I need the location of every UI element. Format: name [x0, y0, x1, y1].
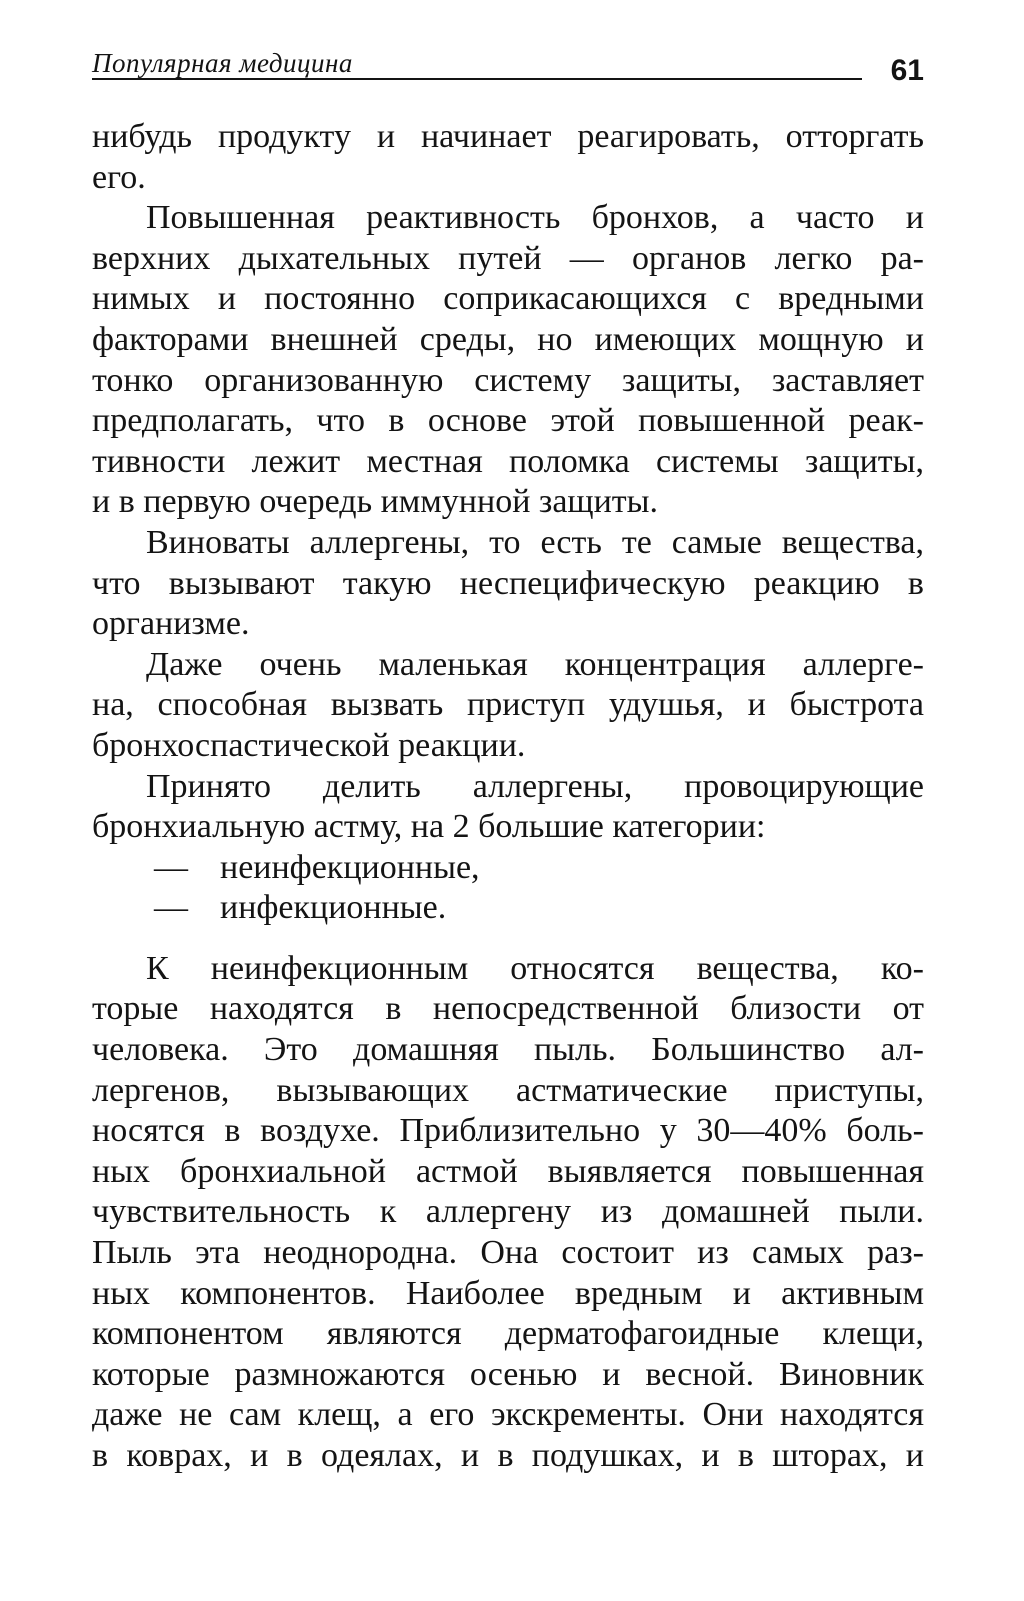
running-header — [92, 44, 924, 92]
list-item — [92, 848, 924, 889]
text-line: Пыль эта неоднородна. Она состоит из самых раз- — [92, 1234, 924, 1272]
paragraph-1 — [92, 117, 924, 198]
text-line: нимых и постоянно соприкасающихся с вредными — [92, 280, 924, 318]
text-line: К неинфекционным относятся вещества, ко- — [146, 949, 924, 987]
text-line: в коврах, и в одеялах, и в подушках, и в шторах, и — [92, 1437, 924, 1474]
running-title: Популярная медицина — [92, 48, 353, 78]
text-line: верхних дыхательных путей — органов легко ра- — [92, 239, 924, 277]
list-dash: — — [154, 848, 188, 886]
text-line: факторами внешней среды, но имеющих мощную и — [92, 320, 924, 358]
text-line: компонентом являются дерматофагоидные клещи, — [92, 1315, 924, 1353]
text-line: и в первую очередь иммунной защиты. — [92, 483, 658, 521]
paragraph-3 — [92, 523, 924, 645]
text-line: которые размножаются осенью и весной. Виновник — [92, 1355, 924, 1393]
text-line: человека. Это домашняя пыль. Большинство ал- — [92, 1031, 924, 1069]
category-list — [92, 848, 924, 929]
text-line: на, способная вызвать приступ удушья, и быстрота — [92, 686, 924, 724]
text-line: ных компонентов. Наиболее вредным и активным — [92, 1274, 924, 1312]
list-item — [92, 888, 924, 929]
paragraph-5 — [92, 767, 924, 848]
text-line: Виноваты аллергены, то есть те самые вещества, — [146, 523, 924, 561]
text-line: организме. — [92, 605, 250, 643]
paragraph-4 — [92, 645, 924, 767]
text-line: ных бронхиальной астмой выявляется повышенная — [92, 1152, 924, 1190]
text-line: нибудь продукту и начинает реагировать, отторгать — [92, 118, 924, 155]
text-line: бронхоспастической реакции. — [92, 726, 526, 764]
list-item-text: неинфекционные, — [220, 848, 480, 886]
text-line: его. — [92, 158, 146, 196]
list-item-text: инфекционные. — [220, 889, 447, 927]
text-line: торые находятся в непосредственной близости от — [92, 990, 924, 1028]
paragraph-2 — [92, 198, 924, 523]
text-line: Даже очень маленькая концентрация аллерге- — [146, 645, 924, 683]
text-line: чувствительность к аллергену из домашней пыли. — [92, 1193, 924, 1231]
text-line: даже не сам клещ, а его экскременты. Они находятся — [92, 1396, 924, 1434]
text-line: предполагать, что в основе этой повышенной реак- — [92, 402, 924, 440]
list-dash: — — [154, 889, 188, 927]
text-line: бронхиальную астму, на 2 большие категории: — [92, 808, 766, 846]
text-line: носятся в воздухе. Приблизительно у 30—40% боль- — [92, 1112, 924, 1150]
text-line: тонко организованную систему защиты, заставляет — [92, 361, 924, 399]
text-line: Повышенная реактивность бронхов, а часто и — [146, 199, 924, 237]
page-number: 61 — [890, 54, 924, 87]
text-line: что вызывают такую неспецифическую реакцию в — [92, 564, 924, 602]
text-line: лергенов, вызывающих астматические приступы, — [92, 1071, 924, 1109]
paragraph-spacer — [92, 929, 924, 949]
paragraph-6 — [92, 949, 924, 1477]
text-line: тивности лежит местная поломка системы защиты, — [92, 442, 924, 480]
text-line: Принято делить аллергены, провоцирующие — [146, 767, 924, 805]
body-text — [92, 117, 924, 1477]
header-rule — [92, 78, 862, 80]
